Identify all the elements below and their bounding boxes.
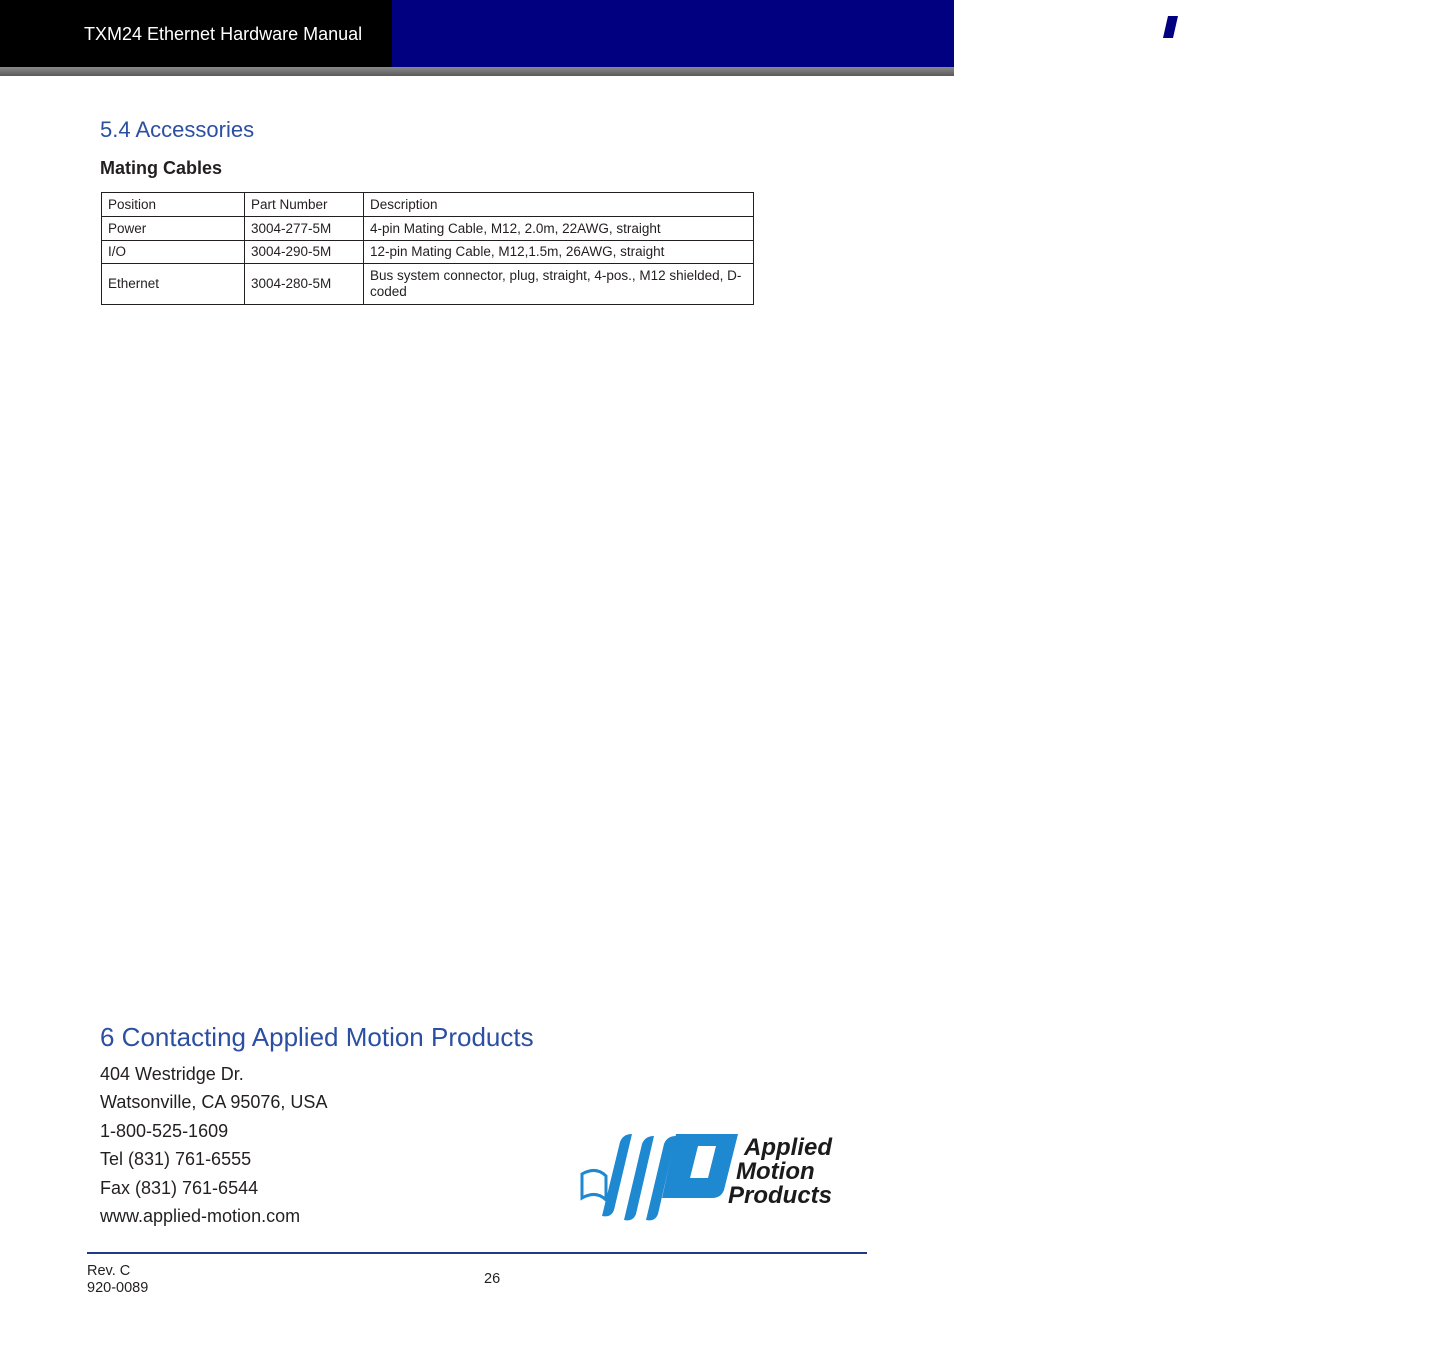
address-city: Watsonville, CA 95076, USA bbox=[100, 1092, 328, 1113]
column-header-position: Position bbox=[102, 193, 245, 217]
website-link[interactable]: www.applied-motion.com bbox=[100, 1206, 301, 1227]
brand-logo-large bbox=[580, 1132, 833, 1231]
table-row bbox=[102, 241, 754, 264]
address-street: 404 Westridge Dr. bbox=[100, 1064, 244, 1084]
phone-tollfree: 1-800-525-1609 bbox=[100, 1120, 229, 1141]
revision-label: Rev. C bbox=[87, 1263, 131, 1279]
table-cell: 12-pin Mating Cable, M12,1.5m, 26AWG, straight bbox=[364, 241, 754, 264]
table-cell: 4-pin Mating Cable, M12, 2.0m, 22AWG, straight bbox=[364, 217, 754, 241]
table-header-row bbox=[102, 193, 754, 217]
brand-logo-small bbox=[1098, 6, 1268, 67]
phone-fax: Fax (831) 761-6544 bbox=[100, 1177, 259, 1198]
table-cell: Ethernet bbox=[102, 264, 245, 305]
mating-cables-table bbox=[101, 192, 754, 305]
brand-logo-small-text: Applied Motion Products bbox=[1196, 7, 1253, 50]
column-header-part-number: Part Number bbox=[245, 193, 364, 217]
document-title: TXM24 Ethernet Hardware Manual bbox=[84, 24, 363, 44]
column-header-description: Description bbox=[364, 193, 754, 217]
document-number: 920-0089 bbox=[87, 1280, 149, 1296]
table-cell: 3004-280-5M bbox=[245, 264, 364, 305]
header-title-block bbox=[0, 0, 392, 67]
brand-logo-large-text: Applied Motion Products bbox=[728, 1134, 833, 1209]
table-row bbox=[102, 217, 754, 241]
footer-divider bbox=[87, 1252, 867, 1254]
subheading-mating-cables: Mating Cables bbox=[100, 158, 223, 178]
contact-address-block bbox=[100, 1060, 327, 1230]
table-cell: Power bbox=[102, 217, 245, 241]
table-cell: Bus system connector, plug, straight, 4-pos., M12 shielded, D-coded bbox=[364, 264, 754, 305]
section-heading-accessories: 5.4 Accessories bbox=[100, 117, 255, 142]
table-cell: 3004-290-5M bbox=[245, 241, 364, 264]
page-number: 26 bbox=[484, 1271, 501, 1287]
header-logo-block bbox=[392, 0, 1253, 67]
phone-tel: Tel (831) 761-6555 bbox=[100, 1149, 252, 1170]
coil-logo-large-icon bbox=[580, 1132, 750, 1226]
header-divider bbox=[0, 67, 954, 76]
table-cell: 3004-277-5M bbox=[245, 217, 364, 241]
table-row bbox=[102, 264, 754, 305]
section-heading-contact: 6 Contacting Applied Motion Products bbox=[100, 1022, 534, 1052]
table-cell: I/O bbox=[102, 241, 245, 264]
footer-revision-block bbox=[87, 1263, 148, 1297]
